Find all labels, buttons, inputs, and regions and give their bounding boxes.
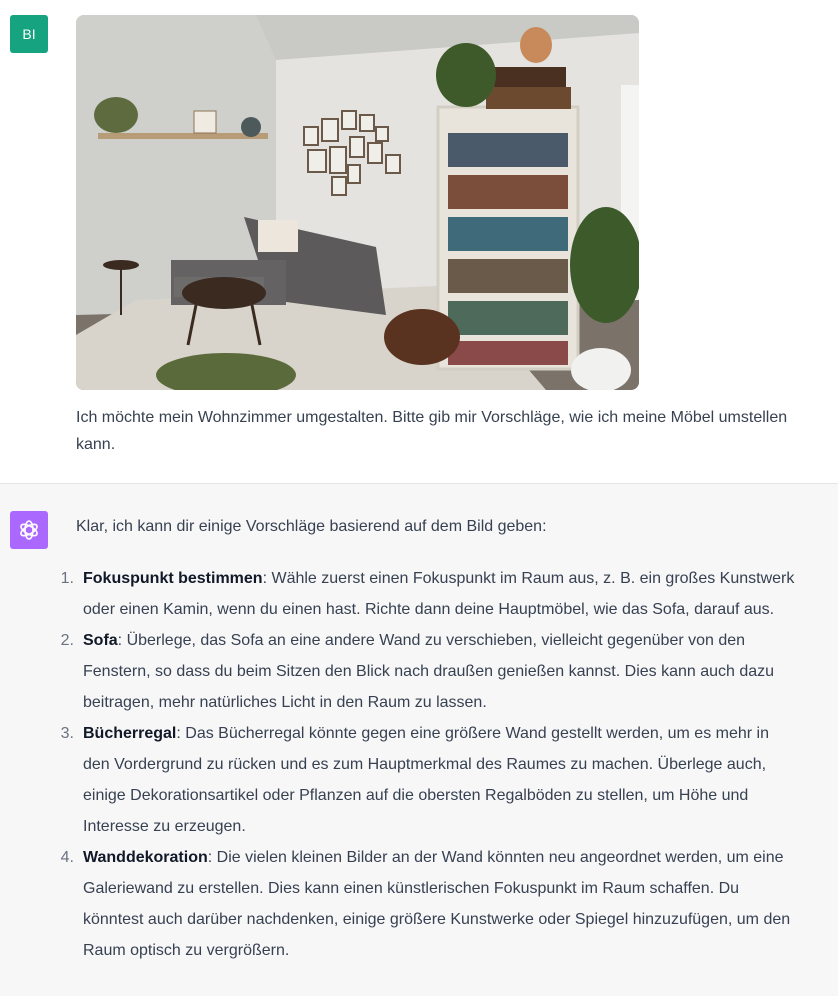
list-item-number: 3. bbox=[60, 725, 74, 742]
assistant-message-block bbox=[0, 484, 838, 996]
uploaded-living-room-photo[interactable] bbox=[76, 15, 639, 390]
user-avatar: BI bbox=[10, 15, 48, 53]
suggestion-list bbox=[60, 563, 796, 966]
list-item-number: 4. bbox=[60, 849, 74, 866]
list-item-text: : Überlege, das Sofa an eine andere Wand zu verschieben, vielleicht gegenüber von den Fenstern, so dass du beim Sitzen den Blick nach draußen genießen kannst. Dies kann auch dazu beitragen, mehr natürliches Licht in den Raum zu lassen. bbox=[83, 632, 775, 711]
openai-logo-icon bbox=[17, 518, 41, 542]
list-item-number: 2. bbox=[60, 632, 74, 649]
list-item-title: Fokuspunkt bestimmen bbox=[83, 570, 263, 587]
list-item-title: Wanddekoration bbox=[83, 849, 208, 866]
list-item bbox=[60, 842, 796, 966]
living-room-image bbox=[76, 15, 639, 390]
list-item-number: 1. bbox=[60, 570, 74, 587]
list-item bbox=[60, 718, 796, 842]
assistant-intro-text: Klar, ich kann dir einige Vorschläge basierend auf dem Bild geben: bbox=[76, 518, 547, 535]
list-item bbox=[60, 625, 796, 718]
list-item-text: : Wähle zuerst einen Fokuspunkt im Raum aus, z. B. ein großes Kunstwerk oder einen Kamin, wenn du einen hast. Richte dann deine Hauptmöbel, wie das Sofa, darauf aus. bbox=[83, 570, 795, 618]
assistant-avatar bbox=[10, 511, 48, 549]
list-item-title: Bücherregal bbox=[83, 725, 177, 742]
list-item-text: : Das Bücherregal könnte gegen eine größere Wand gestellt werden, um es mehr in den Vordergrund zu rücken und es zum Hauptmerkmal des Raumes zu machen. Überlege auch, einige Dekorationsartikel oder Pflanzen auf die obersten Regalböden zu stellen, um Höhe und Interesse zu erzeugen. bbox=[83, 725, 769, 835]
list-item-title: Sofa bbox=[83, 632, 118, 649]
user-message-text: Ich möchte mein Wohnzimmer umgestalten. Bitte gib mir Vorschläge, wie ich meine Möbel umstellen kann. bbox=[76, 409, 788, 453]
list-item bbox=[60, 563, 796, 625]
list-item-text: : Die vielen kleinen Bilder an der Wand könnten neu angeordnet werden, um eine Galeriewand zu erstellen. Dies kann einen künstlerischen Fokuspunkt im Raum schaffen. Du könntest auch darüber nachdenken, einige größere Kunstwerke oder Spiegel hinzuzufügen, um den Raum optisch zu vergrößern. bbox=[83, 849, 791, 959]
user-message-block bbox=[0, 0, 838, 484]
